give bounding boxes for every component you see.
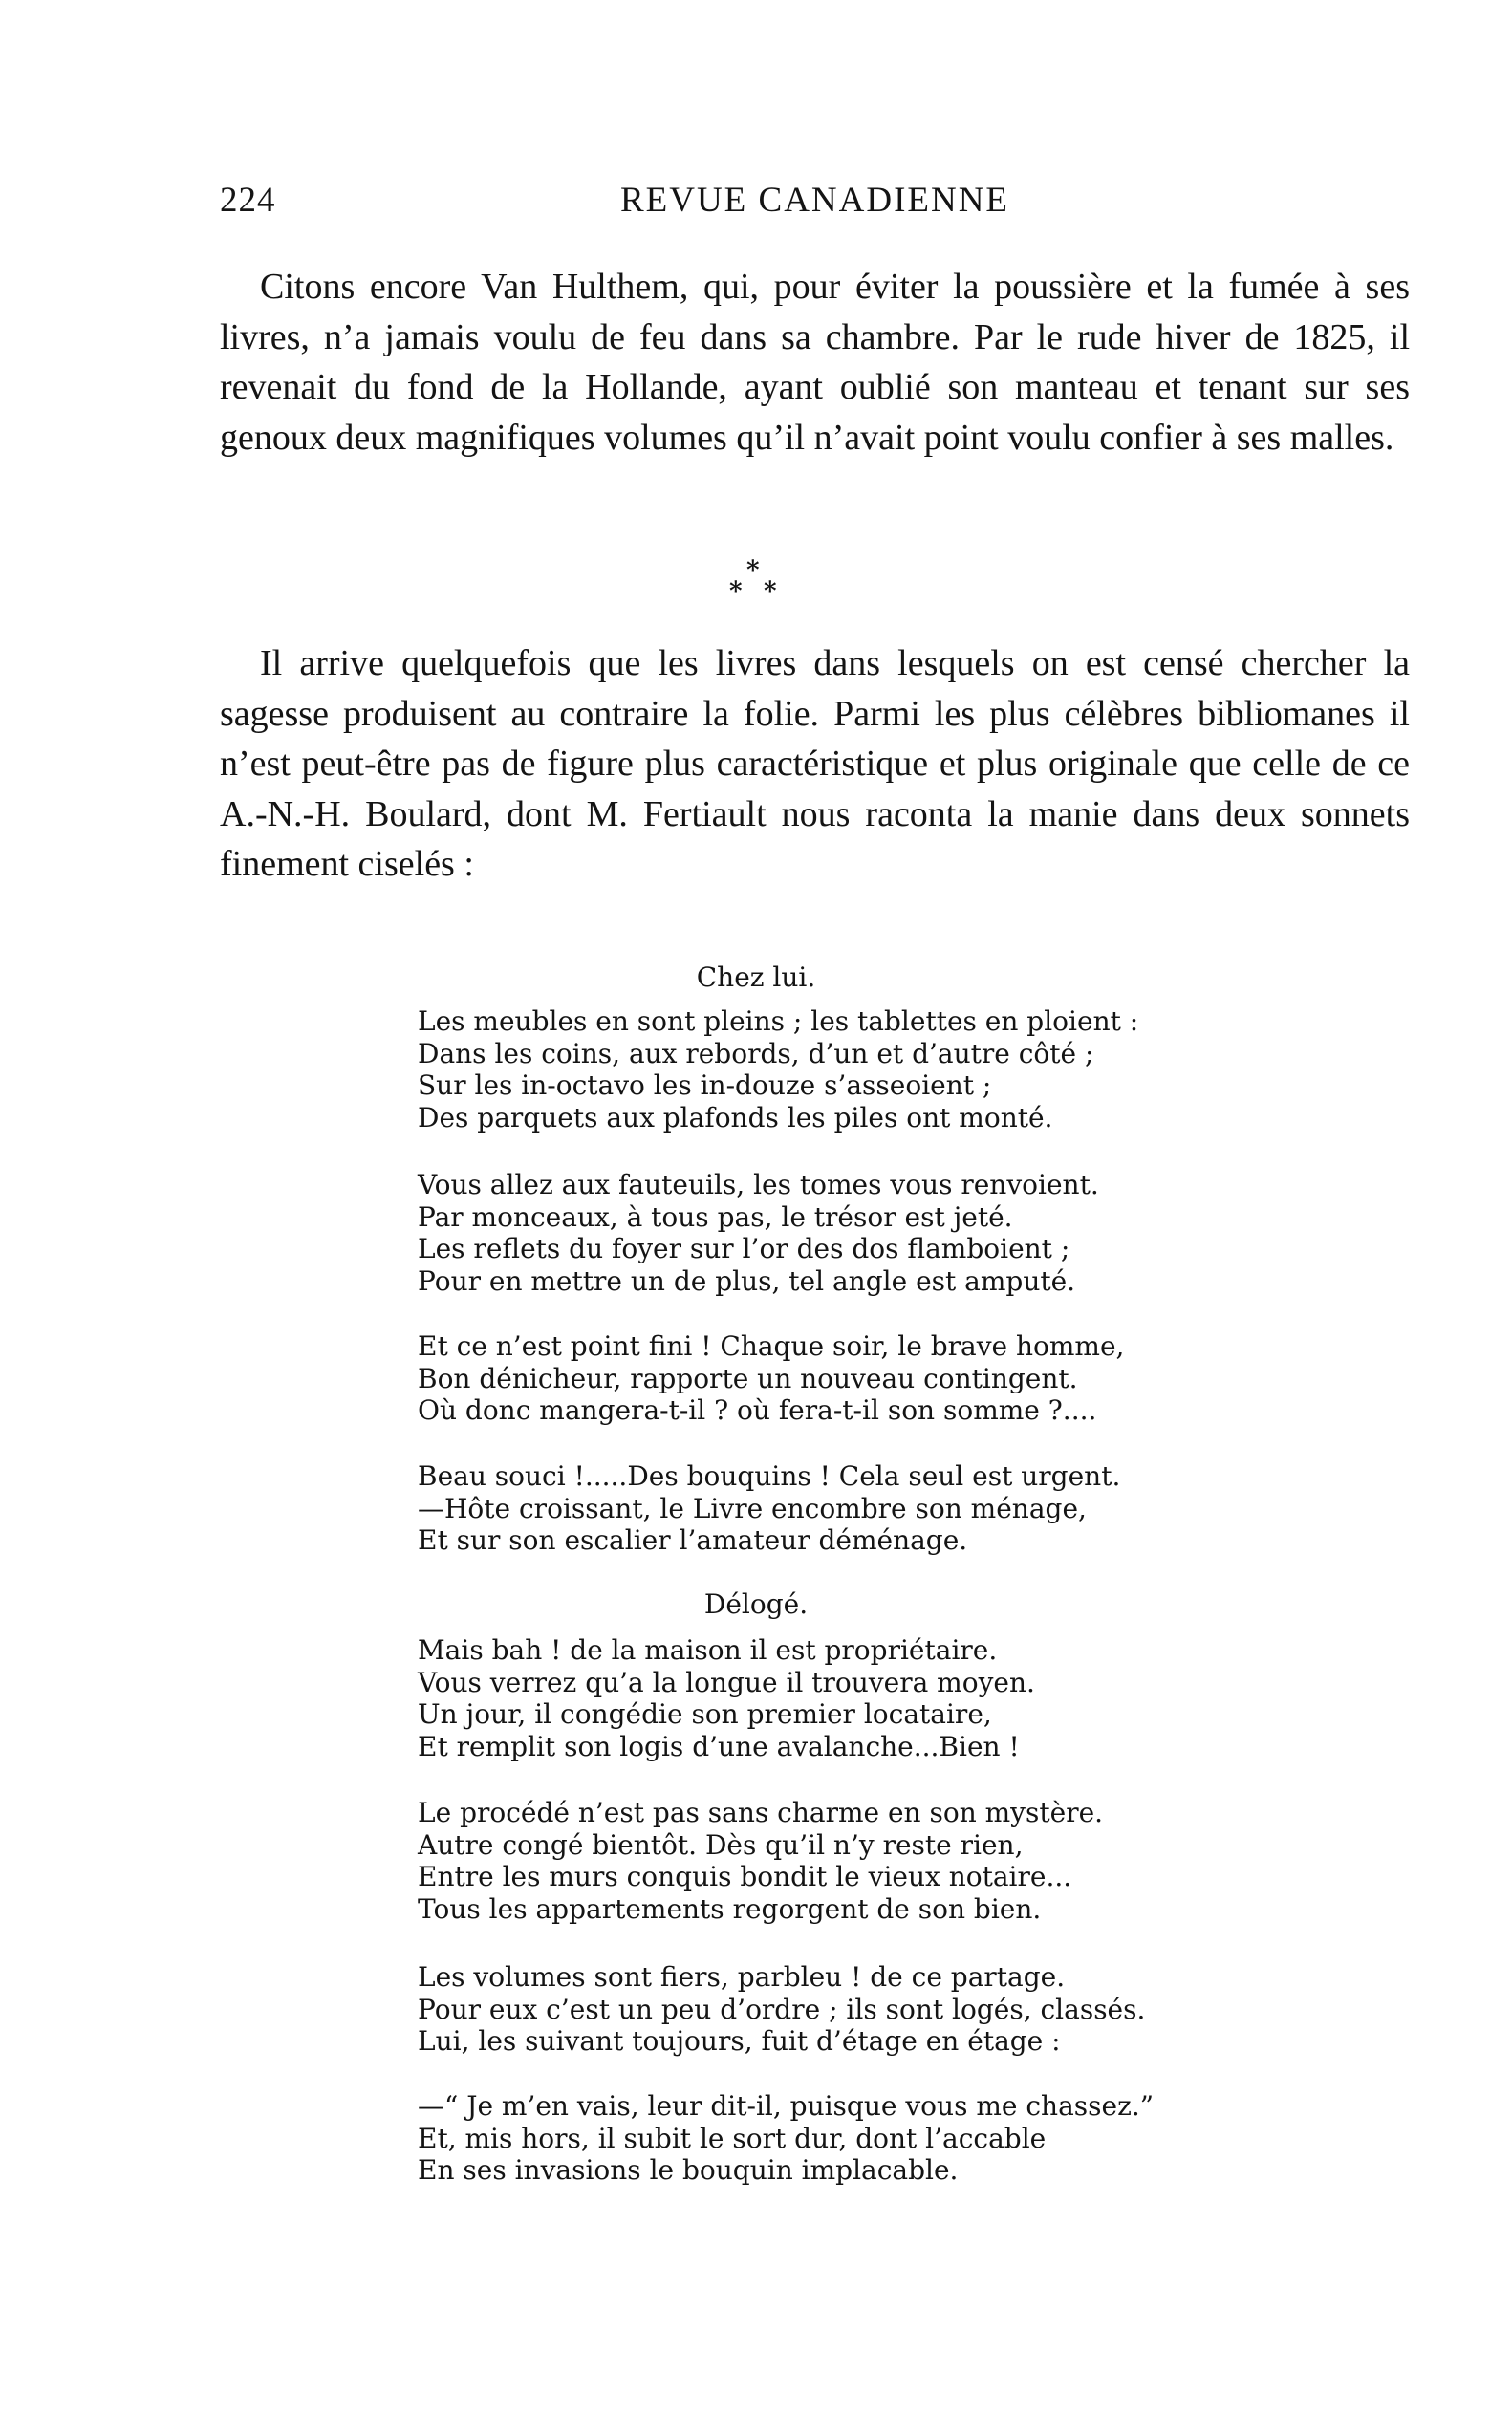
verse-line: Les volumes sont fiers, parbleu ! de ce partage. (418, 1961, 1066, 1993)
stanza (418, 1634, 1035, 1762)
paragraph-text: Il arrive quelquefois que les livres dans lesquels on est censé chercher la sagesse produisent au contraire la folie. Parmi les plus célèbres bibliomanes il n’est peut-être pas de figure plus caractéristique et plus originale que celle de ce A.-N.-H. Boulard, dont M. Fertiault nous raconta la manie dans deux sonnets finement ciselés : (220, 643, 1410, 884)
stanza (418, 1330, 1124, 1427)
stanza (418, 1460, 1120, 1557)
stanza (418, 1169, 1099, 1297)
stanza (418, 1005, 1138, 1133)
verse-line: Lui, les suivant toujours, fuit d’étage en étage : (418, 2025, 1061, 2057)
paragraph-boulard (220, 638, 1410, 890)
verse-line: Et sur son escalier l’amateur déménage. (418, 1524, 968, 1556)
stanza (418, 2090, 1154, 2187)
asterism-star-right: * (764, 577, 777, 606)
verse-line: Un jour, il congédie son premier locataire, (418, 1698, 992, 1730)
verse-line: Vous allez aux fauteuils, les tomes vous renvoient. (418, 1169, 1099, 1200)
verse-line: Et, mis hors, il subit le sort dur, dont l’accable (418, 2122, 1047, 2154)
verse-line: —“ Je m’en vais, leur dit-il, puisque vous me chassez.” (418, 2090, 1155, 2122)
verse-line: Par monceaux, à tous pas, le trésor est jeté. (418, 1200, 1013, 1233)
verse-line: —Hôte croissant, le Livre encombre son ménage, (418, 1492, 1087, 1524)
sonnet-title: Chez lui. (696, 961, 816, 993)
verse-line: Beau souci !.....Des bouquins ! Cela seul est urgent. (418, 1460, 1121, 1492)
verse-line: Et ce n’est point fini ! Chaque soir, le brave homme, (418, 1330, 1125, 1362)
verse-line: Le procédé n’est pas sans charme en son mystère. (418, 1797, 1104, 1828)
verse-line: Des parquets aux plafonds les piles ont monté. (418, 1101, 1053, 1133)
verse-line: Vous verrez qu’a la longue il trouvera moyen. (418, 1666, 1035, 1698)
verse-line: Sur les in-octavo les in-douze s’asseoient ; (418, 1069, 992, 1101)
verse-line: Autre congé bientôt. Dès qu’il n’y reste rien, (418, 1828, 1024, 1861)
running-head: REVUE CANADIENNE (619, 181, 1010, 220)
verse-line: Dans les coins, aux rebords, d’un et d’autre côté ; (418, 1037, 1094, 1069)
verse-line: Où donc mangera-t-il ? où fera-t-il son somme ?.... (418, 1394, 1097, 1426)
paragraph-van-hulthem (220, 262, 1410, 463)
sonnet-title: Délogé. (703, 1588, 809, 1620)
verse-line: Bon dénicheur, rapporte un nouveau contingent. (418, 1362, 1078, 1394)
verse-line: Entre les murs conquis bondit le vieux notaire... (418, 1861, 1072, 1892)
verse-line: Pour en mettre un de plus, tel angle est amputé. (418, 1264, 1076, 1297)
verse-line: En ses invasions le bouquin implacable. (418, 2154, 959, 2186)
page-header (220, 180, 1410, 226)
asterism-separator (0, 556, 1512, 614)
verse-line: Pour eux c’est un peu d’ordre ; ils sont logés, classés. (418, 1993, 1146, 2025)
verse-line: Les reflets du foyer sur l’or des dos flamboient ; (418, 1233, 1070, 1264)
asterism-star-left: * (729, 577, 743, 606)
page-number: 224 (220, 181, 276, 220)
verse-line: Tous les appartements regorgent de son bien. (418, 1892, 1042, 1925)
verse-line: Les meubles en sont pleins ; les tablettes en ploient : (418, 1005, 1139, 1037)
verse-line: Et remplit son logis d’une avalanche...Bien ! (418, 1730, 1020, 1762)
paragraph-text: Citons encore Van Hulthem, qui, pour éviter la poussière et la fumée à ses livres, n’a jamais voulu de feu dans sa chambre. Par le rude hiver de 1825, il revenait du fond de la Hollande, ayant oublié son manteau et tenant sur ses genoux deux magnifiques volumes qu’il n’avait point voulu confier à ses malles. (220, 267, 1410, 458)
stanza (418, 1961, 1145, 2058)
asterism-star-top: * (746, 556, 760, 585)
verse-line: Mais bah ! de la maison il est propriétaire. (418, 1634, 998, 1666)
stanza (418, 1797, 1103, 1925)
